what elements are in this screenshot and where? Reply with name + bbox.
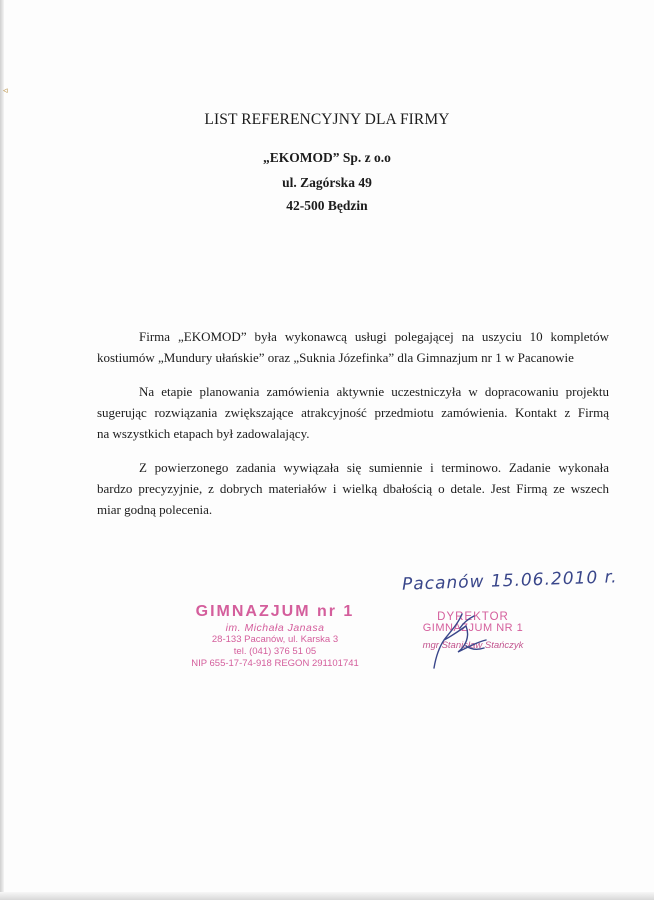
director-stamp-name: mgr Stanisław Stańczyk: [422, 640, 524, 651]
paragraph-line: bardzo precyzyjnie, z dobrych materiałów i wielką dbałością o detale. Jest Firmą ze wszech: [97, 481, 609, 496]
school-stamp-address: 28-133 Pacanów, ul. Karska 3: [211, 634, 339, 645]
school-stamp-name: GIMNAZJUM nr 1: [195, 603, 355, 620]
paragraph-line: Firma „EKOMOD” była wykonawcą usługi polegającej na uszyciu 10 kompletów: [139, 329, 609, 344]
paragraph-line: kostiumów „Mundury ułańskie” oraz „Suknia Józefinka” dla Gimnazjum nr 1 w Pacanowie: [97, 350, 574, 365]
paragraph-line: miar godną polecenia.: [97, 502, 213, 517]
recipient-company: „EKOMOD” Sp. z o.o: [263, 150, 391, 165]
letter-title: LIST REFERENCYJNY DLA FIRMY: [204, 111, 450, 128]
director-signature: [400, 606, 520, 676]
school-stamp: [160, 603, 390, 670]
recipient-street: ul. Zagórska 49: [282, 175, 372, 190]
paragraph-line: Z powierzonego zadania wywiązała się sumiennie i terminowo. Zadanie wykonała: [139, 460, 609, 475]
scan-mark-icon: ◃: [3, 86, 8, 96]
school-stamp-patron: im. Michała Janasa: [225, 622, 325, 634]
school-stamp-phone: tel. (041) 376 51 05: [233, 646, 317, 657]
recipient-city: 42-500 Będzin: [286, 198, 368, 213]
handwritten-place-date: Pacanów 15.06.2010 r.: [401, 567, 618, 595]
scan-bottom-edge: [0, 892, 654, 900]
paragraph-2: [97, 381, 609, 444]
scan-left-edge: [0, 0, 4, 900]
paragraph-line: sugerując rozwiązania zwiększające atrakcyjność przedmiotu zamówienia. Kontakt z Firmą: [97, 405, 609, 420]
paragraph-3: [97, 457, 609, 520]
director-stamp-school: GIMNAZJUM NR 1: [422, 622, 524, 634]
paragraph-1: [97, 326, 609, 368]
paragraph-line: Na etapie planowania zamówienia aktywnie uczestniczyła w dopracowaniu projektu: [139, 384, 609, 399]
director-stamp-title: DYREKTOR: [437, 611, 509, 623]
school-stamp-ids: NIP 655-17-74-918 REGON 291101741: [191, 658, 359, 669]
paragraph-line: na wszystkich etapach był zadowalający.: [97, 426, 310, 441]
